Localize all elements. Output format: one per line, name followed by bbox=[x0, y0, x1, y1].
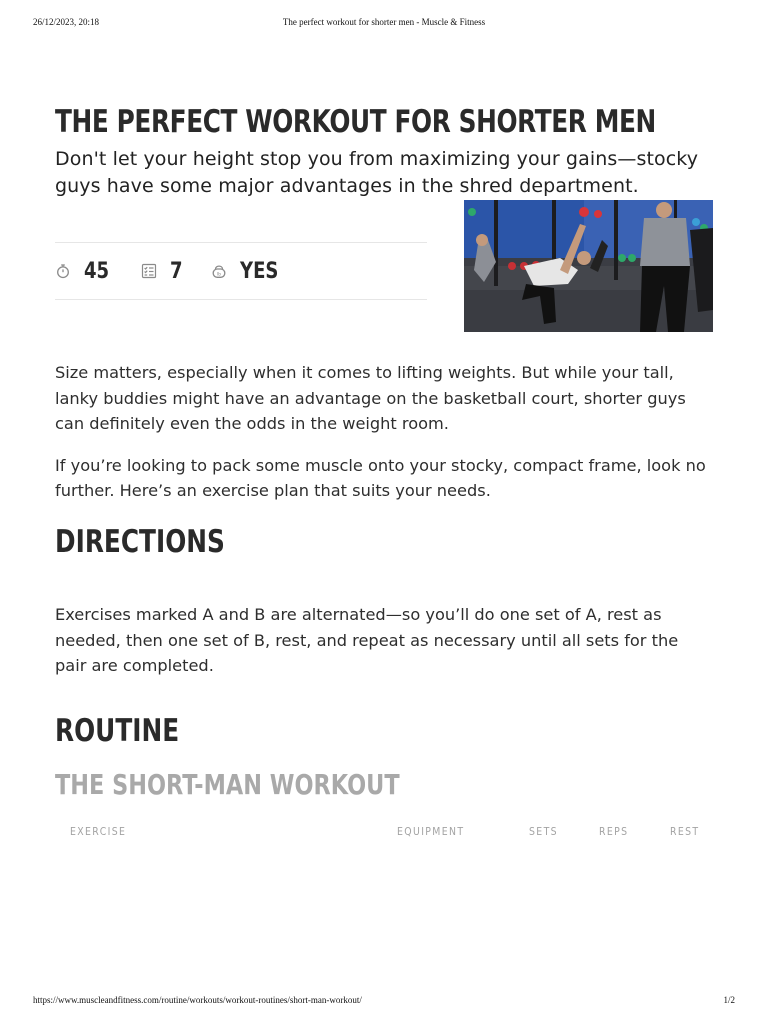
workout-name: THE SHORT-MAN WORKOUT bbox=[55, 767, 400, 801]
intro-paragraph-2: If you’re looking to pack some muscle onto your stocky, compact frame, look no further. Here’s an exercise plan that suits your needs. bbox=[55, 455, 706, 501]
print-footer bbox=[33, 995, 735, 1007]
article-title: THE PERFECT WORKOUT FOR SHORTER MEN bbox=[55, 104, 656, 140]
print-datetime: 26/12/2023, 20:18 bbox=[33, 17, 100, 27]
stat-exercises-value: 7 bbox=[169, 258, 183, 284]
directions-heading: DIRECTIONS bbox=[55, 523, 225, 560]
stat-equipment-value: YES bbox=[239, 258, 279, 284]
stat-equipment bbox=[211, 259, 287, 284]
column-sets: SETS bbox=[529, 824, 558, 838]
stat-duration bbox=[55, 259, 115, 284]
stopwatch-icon bbox=[55, 263, 71, 279]
print-header bbox=[33, 17, 735, 29]
column-reps: REPS bbox=[599, 824, 629, 838]
directions-text: Exercises marked A and B are alternated—so you’ll do one set of A, rest as needed, then one set of B, rest, and repeat as necessary until all sets for the pair are completed. bbox=[55, 604, 679, 676]
article-subtitle: Don't let your height stop you from maximizing your gains—stocky guys have some major advantages in the shred department. bbox=[55, 148, 699, 197]
column-rest: REST bbox=[670, 824, 700, 838]
column-equipment: EQUIPMENT bbox=[397, 824, 465, 838]
print-page-title: The perfect workout for shorter men - Muscle & Fitness bbox=[282, 17, 486, 27]
hero-image bbox=[464, 200, 713, 332]
svg-text:lb: lb bbox=[216, 272, 222, 278]
stat-duration-value: 45 bbox=[84, 258, 110, 284]
stat-exercises bbox=[141, 259, 185, 284]
gym-photo bbox=[464, 200, 713, 332]
kettlebell-icon bbox=[211, 263, 227, 279]
article bbox=[55, 100, 715, 845]
print-page-number: 1/2 bbox=[723, 995, 735, 1005]
workout-stats bbox=[55, 242, 427, 300]
checklist-icon bbox=[141, 263, 157, 279]
article-meta bbox=[55, 200, 715, 338]
print-url: https://www.muscleandfitness.com/routine/workouts/workout-routines/short-man-workout/ bbox=[33, 995, 362, 1005]
routine-heading: ROUTINE bbox=[55, 712, 180, 749]
routine-table-header bbox=[55, 825, 715, 845]
intro-paragraph: Size matters, especially when it comes to lifting weights. But while your tall, lanky buddies might have an advantage on the basketball court, shorter guys can definitely even the odds in the weight room. bbox=[55, 363, 686, 434]
column-exercise: EXERCISE bbox=[70, 824, 127, 838]
